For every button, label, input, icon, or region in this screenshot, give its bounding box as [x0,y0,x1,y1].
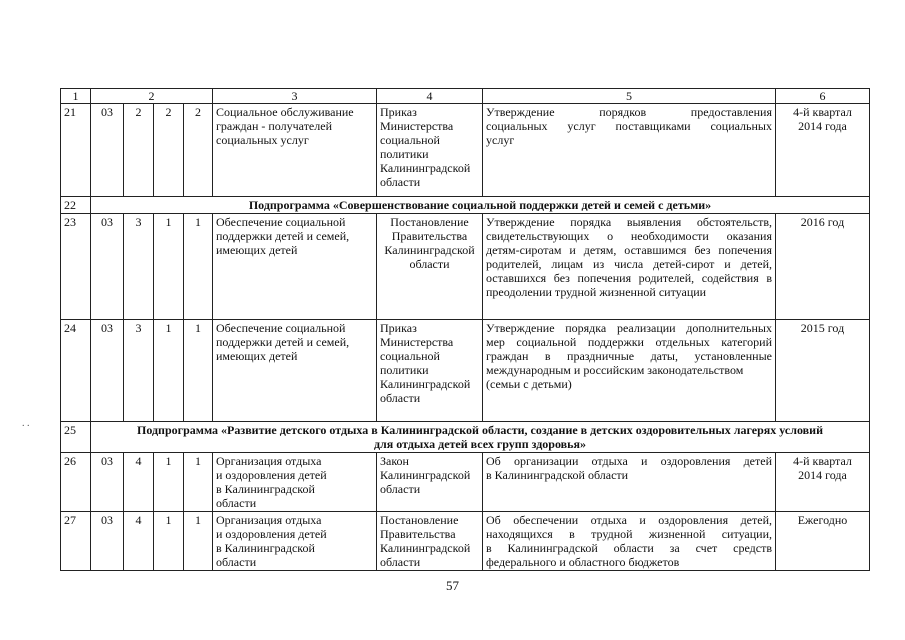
subprogram-title-line: для отдыха детей всех групп здоровья» [373,437,587,451]
header-cell-5: 5 [483,89,776,104]
content-line: Утверждение порядка реализации дополнительных [486,321,772,335]
table-body [61,89,870,571]
term-line: 2014 года [798,468,847,482]
doc-line: Калининградской [380,541,471,555]
content-cell [483,104,776,197]
header-row [61,89,870,104]
content-line: детям-сиротам и детям, оставшимся без попечения [486,243,772,257]
doc-line: Приказ [380,321,417,335]
doc-line: области [380,482,421,496]
code-cell: 3 [124,214,154,320]
doc-line: политики [380,363,429,377]
action-line: имеющих детей [216,243,298,257]
header-cell-6: 6 [776,89,870,104]
header-cell-2: 2 [91,89,213,104]
content-line: Утверждение порядка выявления обстоятельств, [486,215,772,229]
document-table [60,88,870,571]
content-line: Утверждение порядков предоставления [486,105,772,119]
action-cell [213,512,377,571]
doc-line: Правительства [391,229,468,243]
table-row-21 [61,104,870,197]
term-line: 2015 год [800,321,845,335]
row-number: 21 [61,104,91,197]
code-cell: 3 [124,320,154,422]
code-cell: 1 [184,512,213,571]
code-cell: 03 [91,320,124,422]
code-cell: 1 [184,320,213,422]
doc-line: области [380,555,421,569]
content-line: федерального и областного бюджетов [486,555,680,569]
action-line: поддержки детей и семей, [216,229,350,243]
doc-line: социальной [380,349,440,363]
doc-line: Приказ [380,105,417,119]
page-number: 57 [446,578,459,593]
row-number: 25 [61,422,91,453]
row-number: 26 [61,453,91,512]
doc-line: Министерства [380,119,454,133]
action-line: области [216,555,257,569]
code-cell: 4 [124,453,154,512]
document-type-cell [377,453,483,512]
action-line: области [216,496,257,510]
term-cell [776,512,870,571]
table-row-26 [61,453,870,512]
content-cell [483,214,776,320]
doc-line: политики [380,147,429,161]
action-line: Социальное обслуживание [216,105,354,119]
term-line: 4-й квартал [793,105,852,119]
term-cell [776,453,870,512]
doc-line: Калининградской [384,243,475,257]
header-cell-1: 1 [61,89,91,104]
row-number: 23 [61,214,91,320]
content-line: в Калининградской области [486,468,629,482]
action-line: в Калининградской [216,482,315,496]
subprogram-row-25 [61,422,870,453]
action-line: в Калининградской [216,541,315,555]
content-line: преодолении трудной жизненной ситуации [486,285,707,299]
content-cell [483,320,776,422]
content-line: услуг [486,133,515,147]
doc-line: Калининградской [380,377,471,391]
subprogram-title: Подпрограмма «Совершенствование социальной поддержки детей и семей с детьми» [91,197,870,214]
action-cell [213,214,377,320]
action-line: Обеспечение социальной [216,215,346,229]
doc-line: Закон [380,454,409,468]
code-cell: 1 [154,453,184,512]
code-cell: 1 [184,214,213,320]
action-line: имеющих детей [216,349,298,363]
code-cell: 2 [124,104,154,197]
action-cell [213,320,377,422]
action-line: поддержки детей и семей, [216,335,350,349]
document-type-cell [377,104,483,197]
document-type-cell [377,512,483,571]
doc-line: области [409,257,450,271]
doc-line: Постановление [390,215,469,229]
content-line: родителей, лицам из числа детей-сирот и детей, [486,257,772,271]
term-cell [776,320,870,422]
content-line: граждан в праздничные даты, установленные [486,349,772,363]
doc-line: Постановление [380,513,459,527]
header-cell-4: 4 [377,89,483,104]
code-cell: 2 [184,104,213,197]
content-line: (семьи с детьми) [486,377,572,391]
action-line: граждан - получателей [216,119,332,133]
term-line: 2014 года [798,119,847,133]
table-row-23 [61,214,870,320]
subprogram-title [91,422,870,453]
action-line: и оздоровления детей [216,527,327,541]
code-cell: 03 [91,214,124,320]
term-line: 2016 год [800,215,845,229]
term-line: Ежегодно [797,513,848,527]
content-line: Об обеспечении отдыха и оздоровления детей, [486,513,772,527]
row-number: 22 [61,197,91,214]
content-line: оставшихся без попечения родителей, содействия в [486,271,772,285]
code-cell: 1 [154,320,184,422]
code-cell: 2 [154,104,184,197]
action-line: Организация отдыха [216,513,322,527]
table-row-27 [61,512,870,571]
content-cell [483,512,776,571]
subprogram-row-22 [61,197,870,214]
document-type-cell [377,214,483,320]
content-line: мер социальной поддержки отдельных категорий [486,335,772,349]
action-cell [213,104,377,197]
code-cell: 03 [91,453,124,512]
content-line: социальных услуг поставщиками социальных [486,119,772,133]
row-number: 27 [61,512,91,571]
doc-line: области [380,391,421,405]
doc-line: Правительства [380,527,456,541]
content-cell [483,453,776,512]
code-cell: 1 [154,512,184,571]
subprogram-title-line: Подпрограмма «Развитие детского отдыха в Калининградской области, создание в детских оздоровительных лагерях условий [137,423,823,437]
content-line: свидетельствующих о необходимости оказания [486,229,772,243]
table-row-24 [61,320,870,422]
margin-mark: . . [22,418,30,429]
term-cell [776,214,870,320]
action-line: и оздоровления детей [216,468,327,482]
doc-line: Калининградской [380,468,471,482]
action-line: Обеспечение социальной [216,321,346,335]
content-line: международным и российским законодательством [486,363,744,377]
term-line: 4-й квартал [793,454,852,468]
content-line: Об организации отдыха и оздоровления детей [486,454,772,468]
code-cell: 4 [124,512,154,571]
action-line: Организация отдыха [216,454,322,468]
row-number: 24 [61,320,91,422]
doc-line: Калининградской [380,161,471,175]
action-cell [213,453,377,512]
doc-line: социальной [380,133,440,147]
document-type-cell [377,320,483,422]
code-cell: 1 [154,214,184,320]
header-cell-3: 3 [213,89,377,104]
doc-line: Министерства [380,335,454,349]
code-cell: 1 [184,453,213,512]
doc-line: области [380,175,421,189]
content-line: в Калининградской области за счет средств [486,541,772,555]
code-cell: 03 [91,512,124,571]
content-line: находящихся в трудной жизненной ситуации, [486,527,772,541]
action-line: социальных услуг [216,133,309,147]
term-cell [776,104,870,197]
code-cell: 03 [91,104,124,197]
